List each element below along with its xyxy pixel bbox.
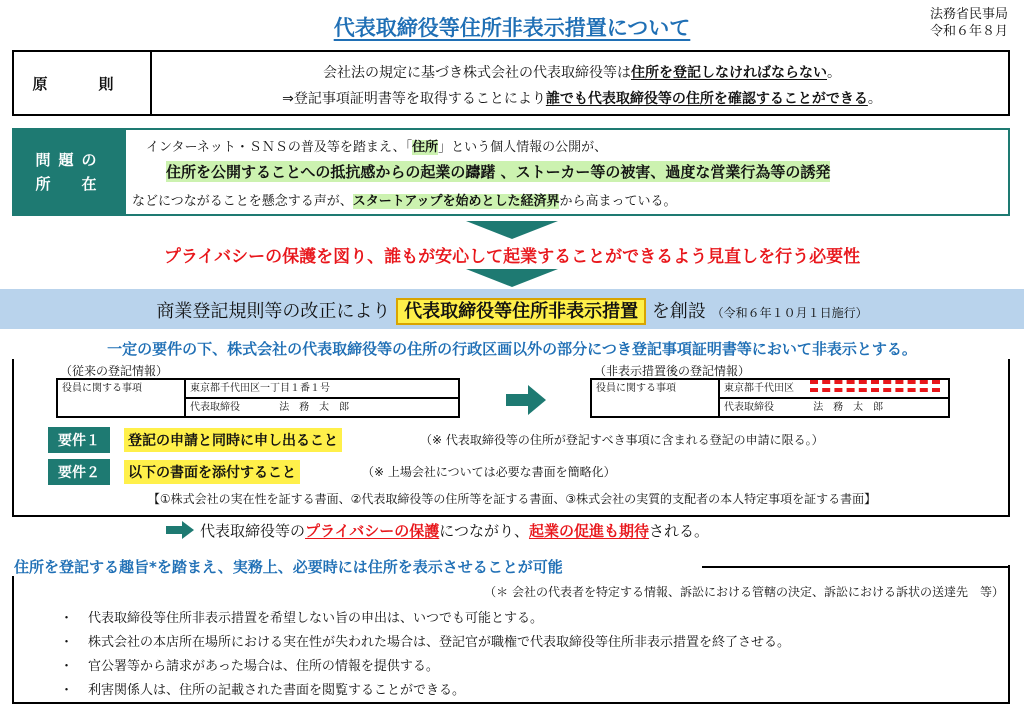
right-arrow-icon xyxy=(166,521,194,539)
result-pre: 代表取締役等の xyxy=(200,522,306,540)
need-statement: プライバシーの保護を図り、誰もが安心して起業することができるよう見直しを行う必要性 xyxy=(163,247,861,267)
problem-label xyxy=(14,130,126,214)
problem-line-3 xyxy=(132,190,676,209)
right-arrow-icon xyxy=(506,385,546,415)
problem-line-1-highlight: 住所 xyxy=(412,140,439,155)
list-item xyxy=(60,631,790,650)
bullet: ・ xyxy=(60,635,74,650)
banner-effective-date: （令和６年１０月１日施行） xyxy=(711,306,868,320)
principle-label: 原 則 xyxy=(14,52,152,114)
bullet: ・ xyxy=(60,683,74,698)
requirement-1-note: （※ 代表取締役等の住所が登記すべき事項に含まれる登記の申請に限る。） xyxy=(420,433,824,447)
issuer-date: 令和６年８月 xyxy=(929,24,1008,39)
requirement-1-tag: 要件１ xyxy=(48,427,110,453)
bullet: ・ xyxy=(60,611,74,626)
result-highlight-1: プライバシーの保護 xyxy=(305,522,440,540)
redaction-mark xyxy=(810,380,940,392)
requirement-2-tag: 要件２ xyxy=(48,459,110,485)
reg-old-address: 東京都千代田区一丁目１番１号 xyxy=(185,379,459,398)
requirement-2-note: （※ 上場会社については必要な書面を簡略化） xyxy=(362,465,616,479)
reg-new-key: 役員に関する事項 xyxy=(591,379,719,417)
problem-line-3-highlight: スタートアップを始めとした経済界 xyxy=(352,194,560,209)
problem-line-3-post: から高まっている。 xyxy=(559,194,677,209)
requirements-heading: 一定の要件の下、株式会社の代表取締役等の住所の行政区画以外の部分につき登記事項証明書等において非表示とする。 xyxy=(10,338,1014,359)
display-footnote: （＊ 会社の代表者を特定する情報、訴訟における管轄の決定、訴訟における訴状の送達先 等） xyxy=(484,585,1004,599)
reg-old-name: 法 務 太 郎 xyxy=(279,402,350,413)
principle-box xyxy=(12,50,1010,116)
list-item-text: 株式会社の本店所在場所における実在性が失われた場合は、登記官が職権で代表取締役等住所非表示措置を終了させる。 xyxy=(88,635,791,650)
caption-new-registration: （非表示措置後の登記情報） xyxy=(594,364,751,378)
problem-line-1 xyxy=(146,136,607,155)
principle-line-2-highlight: 誰でも代表取締役等の住所を確認することができる xyxy=(545,91,868,107)
list-item xyxy=(60,607,543,626)
reg-new-officer xyxy=(719,398,949,417)
reg-new-role: 代表取締役 xyxy=(724,402,774,413)
problem-box xyxy=(12,128,1010,216)
reg-new-address: 東京都千代田区 xyxy=(719,379,949,398)
problem-line-1-pre: インターネット・ＳＮＳの普及等を踏まえ、「 xyxy=(146,140,413,155)
page-title: 代表取締役等住所非表示措置について xyxy=(333,16,691,40)
result-mid: につながり、 xyxy=(439,522,529,540)
principle-line-2-pre: ⇒登記事項証明書等を取得することにより xyxy=(282,91,546,107)
required-documents: 【①株式会社の実在性を証する書面、②代表取締役等の住所等を証する書面、③株式会社の実質的支配者の本人特定事項を証する書面】 xyxy=(147,492,877,506)
requirement-1-text: 登記の申請と同時に申し出ること xyxy=(124,428,342,452)
banner-highlight: 代表取締役等住所非表示措置 xyxy=(396,298,646,325)
list-item-text: 利害関係人は、住所の記載された書面を閲覧することができる。 xyxy=(88,683,466,698)
problem-line-1-post: 」という個人情報の公開が、 xyxy=(438,140,608,155)
principle-line-2 xyxy=(154,88,1010,108)
list-item-text: 官公署等から請求があった場合は、住所の情報を提供する。 xyxy=(88,659,439,674)
principle-line-1 xyxy=(154,62,1010,82)
banner-post: を創設 xyxy=(651,301,706,322)
banner-pre: 商業登記規則等の改正により xyxy=(156,301,391,322)
reg-old-officer xyxy=(185,398,459,417)
issuer-block xyxy=(930,6,1008,40)
old-registration-table xyxy=(56,378,460,418)
reg-new-name: 法 務 太 郎 xyxy=(813,402,884,413)
problem-label-line-1: 問題の xyxy=(35,151,105,169)
down-arrow-icon xyxy=(466,269,558,287)
result-post: される。 xyxy=(649,522,710,540)
reg-old-key: 役員に関する事項 xyxy=(57,379,185,417)
problem-line-3-pre: などにつながることを懸念する声が、 xyxy=(132,194,353,209)
principle-line-1-highlight: 住所を登記しなければならない xyxy=(631,65,827,81)
list-item xyxy=(60,679,465,698)
banner-text xyxy=(0,297,1024,323)
caption-old-registration: （従来の登記情報） xyxy=(60,364,169,378)
list-item-text: 代表取締役等住所非表示措置を希望しない旨の申出は、いつでも可能とする。 xyxy=(88,611,544,626)
reg-old-role: 代表取締役 xyxy=(190,402,240,413)
bullet: ・ xyxy=(60,659,74,674)
principle-line-2-post: 。 xyxy=(867,91,882,107)
problem-line-2: 住所を公開することへの抵抗感からの起業の躊躇 、ストーカー等の被害、過度な営業行為等の誘発 xyxy=(166,163,831,181)
down-arrow-icon xyxy=(466,221,558,239)
principle-line-1-pre: 会社法の規定に基づき株式会社の代表取締役等は xyxy=(323,65,631,81)
display-heading: 住所を登記する趣旨*を踏まえ、実務上、必要時には住所を表示させることが可能 xyxy=(14,558,563,576)
principle-line-1-post: 。 xyxy=(827,65,841,81)
list-item xyxy=(60,655,439,674)
requirement-2-text: 以下の書面を添付すること xyxy=(124,460,300,484)
problem-label-line-2: 所 在 xyxy=(35,175,105,193)
result-statement xyxy=(200,520,709,541)
issuer-org: 法務省民事局 xyxy=(929,7,1008,22)
result-highlight-2: 起業の促進も期待 xyxy=(528,522,649,540)
